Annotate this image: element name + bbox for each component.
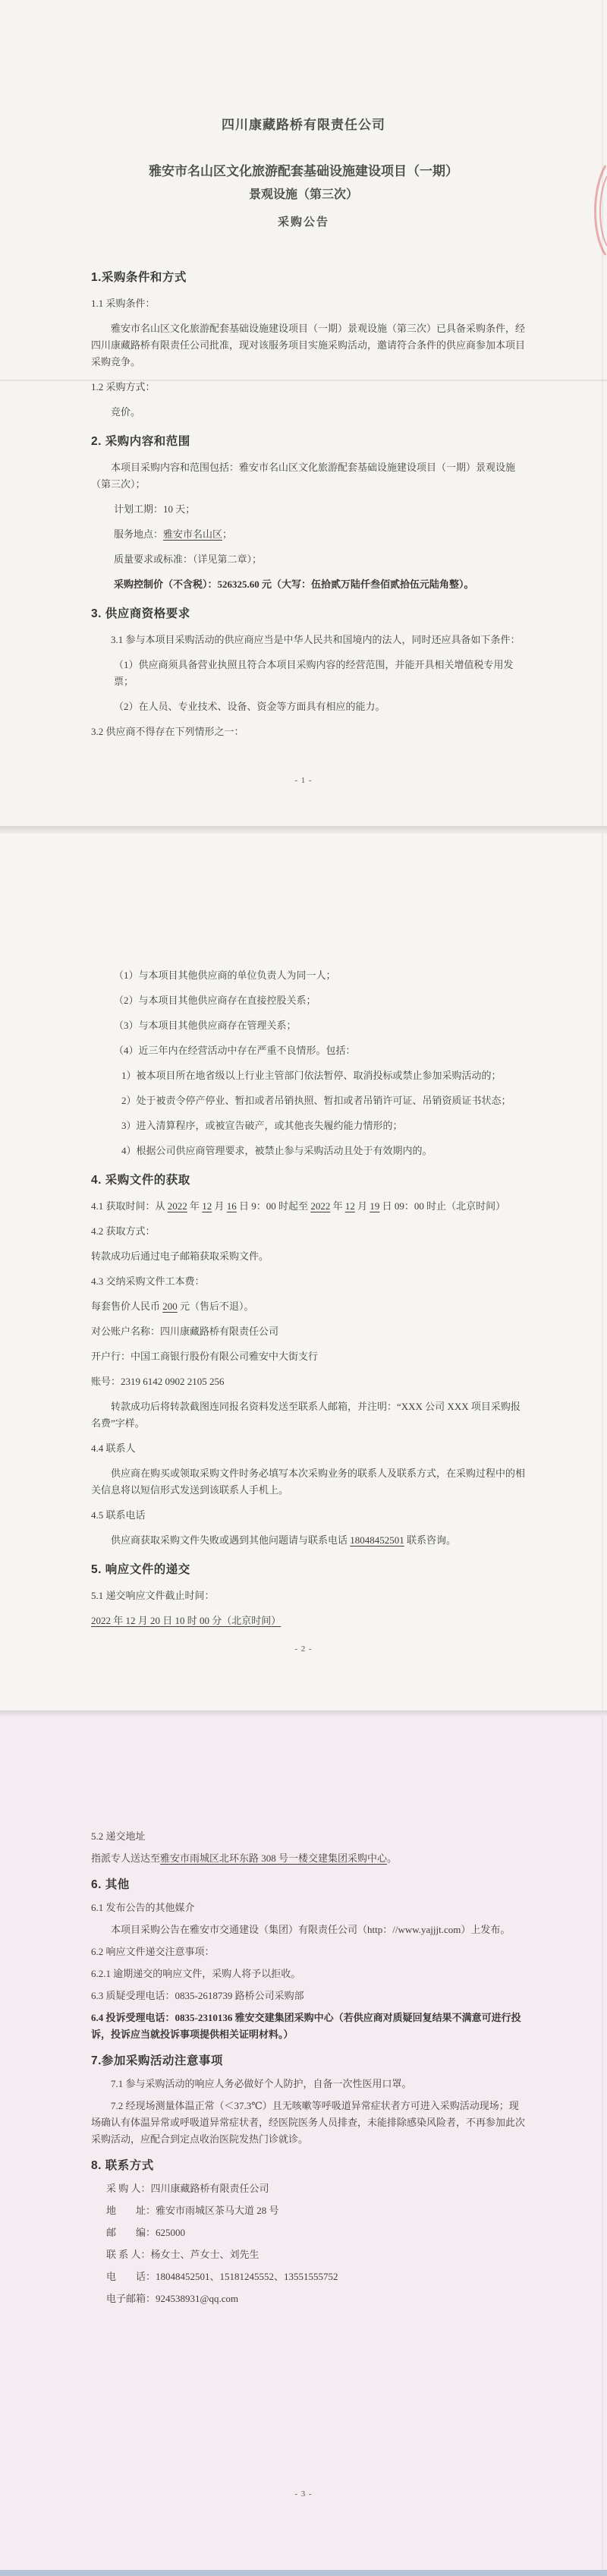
contacts: 联 系 人：杨女士、芦女士、刘先生 xyxy=(106,2249,259,2260)
page-3-body xyxy=(91,1823,525,2307)
text-segment: 服务地点： xyxy=(114,528,164,540)
paragraph: 6.1 发布公告的其他媒介 xyxy=(91,1902,195,1913)
page-separator xyxy=(0,1711,607,1717)
section-2-heading: 2. 采购内容和范围 xyxy=(91,435,190,448)
text-segment: 年 xyxy=(330,1200,345,1212)
paragraph: （2）与本项目其他供应商存在直接控股关系； xyxy=(114,995,316,1006)
text-segment: 。 xyxy=(387,1852,398,1864)
page-3 xyxy=(0,1717,607,2570)
section-5-heading: 5. 响应文件的递交 xyxy=(91,1563,190,1576)
paragraph: 5.2 递交地址 xyxy=(91,1830,146,1842)
paragraph: 1.2 采购方式： xyxy=(91,381,156,393)
paragraph: 4.4 联系人 xyxy=(91,1442,136,1454)
service-location xyxy=(114,526,525,543)
paragraph: 1.1 采购条件： xyxy=(91,298,156,309)
text-segment: 指派专人送达至 xyxy=(91,1852,161,1864)
underlined-text: 雅安市名山区 xyxy=(163,528,223,540)
page-number: - 2 - xyxy=(294,1644,313,1654)
section-8-heading: 8. 联系方式 xyxy=(91,2159,154,2172)
complaint-phone: 6.4 投诉受理电话：0835-2310136 雅安交建集团采购中心（若供应商对质疑回复结果不满意可进行投诉，投诉应当就投诉事项提供相关证明材料。） xyxy=(91,2012,521,2040)
paragraph: 竞价。 xyxy=(111,406,141,418)
section-7-heading: 7.参加采购活动注意事项 xyxy=(91,2054,223,2067)
text-segment: 联系咨询。 xyxy=(404,1534,457,1546)
document-type-title: 采购公告 xyxy=(277,216,329,229)
underlined-text: 19 xyxy=(370,1200,380,1212)
section-6-heading: 6. 其他 xyxy=(91,1878,130,1891)
underlined-text: 2022 xyxy=(310,1200,331,1212)
paragraph: 7.1 参与采购活动的响应人务必做好个人防护，自备一次性医用口罩。 xyxy=(111,2078,412,2089)
text-segment: 元（售后不退）。 xyxy=(177,1301,254,1312)
section-4-heading: 4. 采购文件的获取 xyxy=(91,1174,190,1187)
partial-stamp-icon xyxy=(586,164,607,257)
text-segment: 月 xyxy=(354,1200,370,1212)
document-company-title: 四川康藏路桥有限责任公司 xyxy=(222,118,385,132)
address: 地 址：雅安市雨城区茶马大道 28 号 xyxy=(106,2205,279,2216)
page-2 xyxy=(0,834,607,1711)
paragraph: （2）在人员、专业技术、设备、资金等方面具有相应的能力。 xyxy=(114,701,385,712)
text-segment: 月 xyxy=(212,1200,227,1212)
section-3-heading: 3. 供应商资格要求 xyxy=(91,607,190,620)
paragraph: 本项目采购内容和范围包括：雅安市名山区文化旅游配套基础设施建设项目（一期）景观设施（第三次）； xyxy=(91,462,516,490)
section-1-heading: 1.采购条件和方式 xyxy=(91,271,187,284)
publish-media: 本项目采购公告在雅安市交通建设（集团）有限责任公司（http：//www.yajjjt.com）上发布。 xyxy=(111,1924,511,1935)
underlined-text: 12 xyxy=(344,1200,355,1212)
paragraph: 2）处于被责令停产停业、暂扣或者吊销执照、暂扣或者吊销许可证、吊销资质证书状态； xyxy=(121,1095,511,1106)
text-segment: 日 9：00 时起至 xyxy=(236,1200,311,1212)
document-subtitle: 景观设施（第三次） xyxy=(248,188,358,201)
paragraph: 4）根据公司供应商管理要求，被禁止参与采购活动且处于有效期内的。 xyxy=(121,1145,432,1156)
paragraph: （1）供应商须具备营业执照且符合本项目采购内容的经营范围，并能开具相关增值税专用发票； xyxy=(114,659,514,687)
paragraph: 6.2 响应文件递交注意事项： xyxy=(91,1946,215,1957)
paragraph: 4.3 交纳采购文件工本费： xyxy=(91,1275,205,1287)
inquiry-phone: 6.3 质疑受理电话：0835-2618739 路桥公司采购部 xyxy=(91,1990,304,2001)
underlined-text: 2022 年 12 月 20 日 10 时 00 分（北京时间） xyxy=(91,1615,281,1626)
text-segment: 年 xyxy=(187,1200,203,1212)
underlined-text: 雅安市雨城区北环东路 308 号一楼交建集团采购中心 xyxy=(160,1852,388,1864)
underlined-text: 2022 xyxy=(167,1200,187,1212)
account-name: 对公账户名称：四川康藏路桥有限责任公司 xyxy=(91,1326,279,1337)
document-fee xyxy=(91,1298,525,1315)
page-1 xyxy=(0,0,607,826)
obtain-time xyxy=(91,1198,525,1215)
paragraph: 3.2 供应商不得存在下列情形之一： xyxy=(91,726,244,737)
paragraph: 4.5 联系电话 xyxy=(91,1509,146,1521)
document-project-title: 雅安市名山区文化旅游配套基础设施建设项目（一期） xyxy=(149,164,458,178)
paragraph: 5.1 递交响应文件截止时间： xyxy=(91,1590,215,1601)
page-2-body xyxy=(91,959,525,1629)
text-segment: ； xyxy=(222,528,233,540)
postcode: 邮 编：625000 xyxy=(106,2227,186,2238)
paragraph: 3.1 参与本项目采购活动的供应商应当是中华人民共和国境内的法人，同时还应具备如下条件： xyxy=(111,634,521,645)
paragraph: （3）与本项目其他供应商存在管理关系； xyxy=(114,1020,297,1031)
page-number: - 3 - xyxy=(294,2489,313,2499)
purchaser: 采 购 人：四川康藏路桥有限责任公司 xyxy=(106,2183,269,2194)
page-1-body xyxy=(91,257,525,740)
paragraph: 供应商在购买或领取采购文件时务必填写本次采购业务的联系人及联系方式，在采购过程中的相关信息将以短信形式发送到该联系人手机上。 xyxy=(91,1468,526,1496)
text-segment: 每套售价人民币 xyxy=(91,1301,163,1312)
paragraph: 7.2 经现场测量体温正常（＜37.3℃）且无咳嗽等呼吸道异常症状者方可进入采购活动现场；现场确认有体温异常或呼吸道异常症状者，经医院医务人员排查，未能排除感染风险者，不再参加此次采购活动，应配合到定点收治医院发热门诊就诊。 xyxy=(91,2100,526,2145)
page-separator xyxy=(0,826,607,834)
control-price: 采购控制价（不含税）：526325.60 元（大写：伍拾贰万陆仟叁佰贰拾伍元陆角整）。 xyxy=(114,579,474,590)
scan-edge-strip xyxy=(0,2570,607,2576)
help-phone xyxy=(91,1532,525,1549)
paragraph: 质量要求或标准：（详见第二章）； xyxy=(114,553,263,565)
phones: 电 话：18048452501、15181245552、13551555752 xyxy=(106,2271,338,2282)
paragraph: 4.2 获取方式： xyxy=(91,1225,156,1237)
paragraph: 转款成功后将转款截图连同报名资料发送至联系人邮箱，并注明：“XXX 公司 XXX 项目采购报名费”字样。 xyxy=(91,1401,521,1429)
paragraph: 雅安市名山区文化旅游配套基础设施建设项目（一期）景观设施（第三次）已具备采购条件，经四川康藏路桥有限责任公司批准，现对该服务项目实施采购活动，邀请符合条件的供应商参加本项目采购竞争。 xyxy=(91,323,526,367)
underlined-text: 18048452501 xyxy=(350,1534,404,1546)
page-number: - 1 - xyxy=(294,776,313,785)
paragraph: （4）近三年内在经营活动中存在严重不良情形。包括： xyxy=(114,1045,356,1056)
delivery-address xyxy=(91,1850,525,1867)
underlined-text: 200 xyxy=(162,1301,178,1312)
paragraph: 计划工期：10 天； xyxy=(114,503,196,515)
text-segment: 日 09：00 时止（北京时间） xyxy=(379,1200,506,1212)
text-segment: 供应商获取采购文件失败或遇到其他问题请与联系电话 xyxy=(111,1534,351,1546)
bank: 开户行：中国工商银行股份有限公司雅安中大街支行 xyxy=(91,1351,319,1362)
submission-deadline xyxy=(91,1613,525,1629)
underlined-text: 16 xyxy=(226,1200,237,1212)
paragraph: 转款成功后通过电子邮箱获取采购文件。 xyxy=(91,1250,269,1262)
underlined-text: 12 xyxy=(202,1200,212,1212)
email: 电子邮箱：924538931@qq.com xyxy=(106,2293,239,2304)
paragraph: 3）进入清算程序，或被宣告破产，或其他丧失履约能力情形的； xyxy=(121,1120,403,1131)
paragraph: 1）被本项目所在地省级以上行业主管部门依法暂停、取消投标或禁止参加采购活动的； xyxy=(121,1070,502,1081)
account-number: 账号：2319 6142 0902 2105 256 xyxy=(91,1376,225,1387)
text-segment: 4.1 获取时间：从 xyxy=(91,1200,168,1212)
paragraph: （1）与本项目其他供应商的单位负责人为同一人； xyxy=(114,970,336,981)
paragraph: 6.2.1 逾期递交的响应文件，采购人将予以拒收。 xyxy=(91,1968,301,1979)
